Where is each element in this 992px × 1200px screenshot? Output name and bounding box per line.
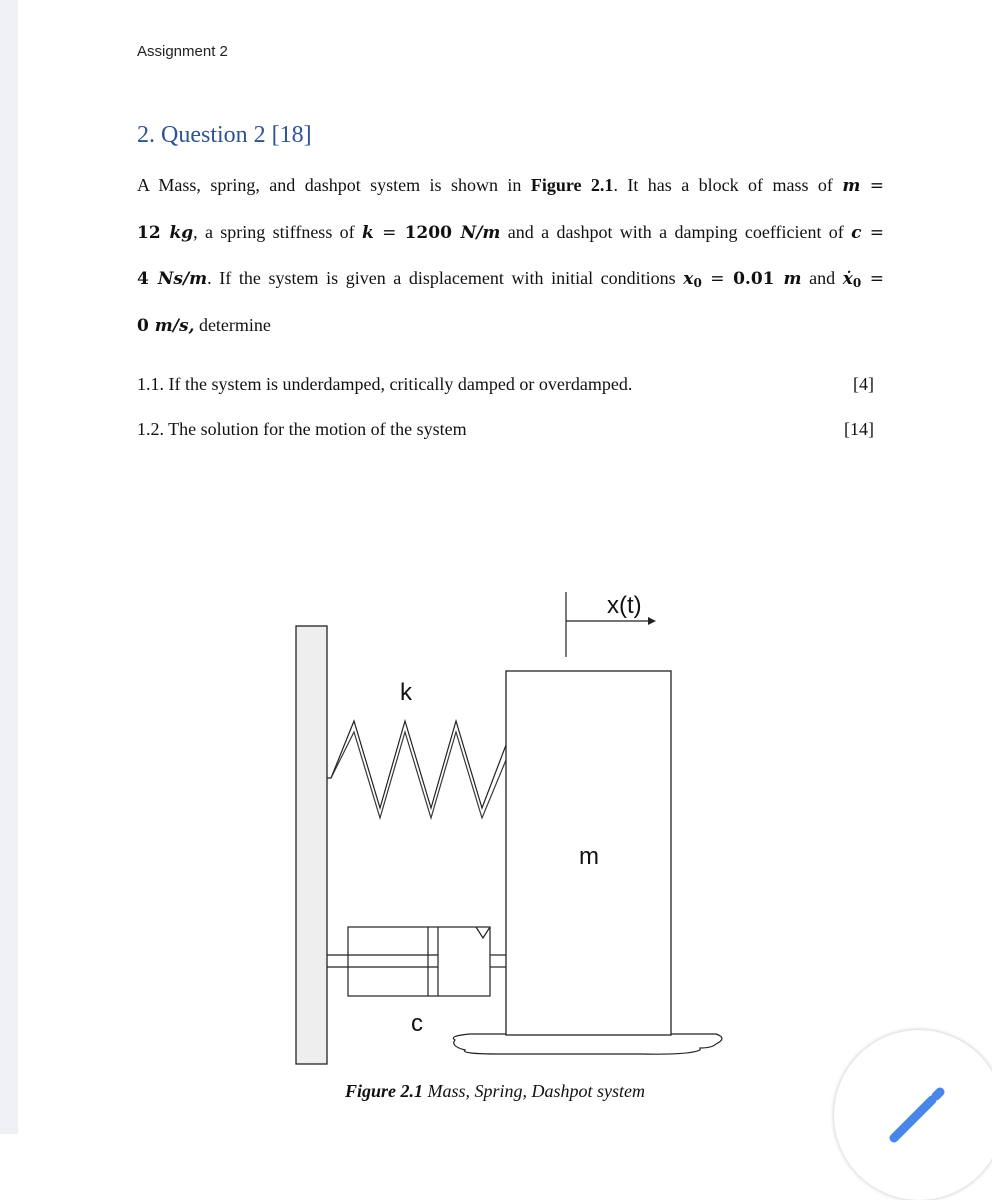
paragraph-line-2: 12 kg, a spring stiffness of k = 1200 N/m and a dashpot with a damping coefficient of c = <box>137 222 885 243</box>
label-x-t: x(t) <box>607 592 642 619</box>
paragraph-line-3: 4 Ns/m. If the system is given a displacement with initial conditions $x_0 = 0.01$ m and ẋ$_0$ = <box>137 268 884 290</box>
spring <box>327 721 506 808</box>
figure-caption: Figure 2.1 Mass, Spring, Dashpot system <box>345 1081 646 1101</box>
sub-question-text: 1.1. If the system is underdamped, critically damped or overdamped. <box>137 374 633 394</box>
paragraph-line-1: A Mass, spring, and dashpot system is shown in Figure 2.1. It has a block of mass of m = <box>137 175 884 196</box>
sub-question-marks: [14] <box>844 419 874 439</box>
label-k: k <box>400 679 412 706</box>
edit-floating-button[interactable] <box>834 1030 992 1200</box>
displacement-arrowhead <box>648 617 656 625</box>
pencil-icon <box>884 1080 954 1150</box>
wall <box>296 626 327 1064</box>
label-c: c <box>411 1010 423 1037</box>
mass-spring-dashpot-figure <box>0 560 992 1080</box>
spring-back <box>331 732 506 818</box>
question-heading: 2. Question 2 [18] <box>137 122 312 148</box>
document-header: Assignment 2 <box>137 43 228 60</box>
sub-question-marks: [4] <box>853 374 874 394</box>
sub-question-1-2 <box>137 419 874 440</box>
dashpot-vent-mark <box>476 927 490 938</box>
sub-question-1-1 <box>137 374 874 395</box>
dashpot-cylinder <box>348 927 490 996</box>
label-m: m <box>579 843 599 870</box>
paragraph-line-4: 0 m/s, determine <box>137 315 271 336</box>
sub-question-text: 1.2. The solution for the motion of the system <box>137 419 467 439</box>
ground <box>453 1034 722 1054</box>
